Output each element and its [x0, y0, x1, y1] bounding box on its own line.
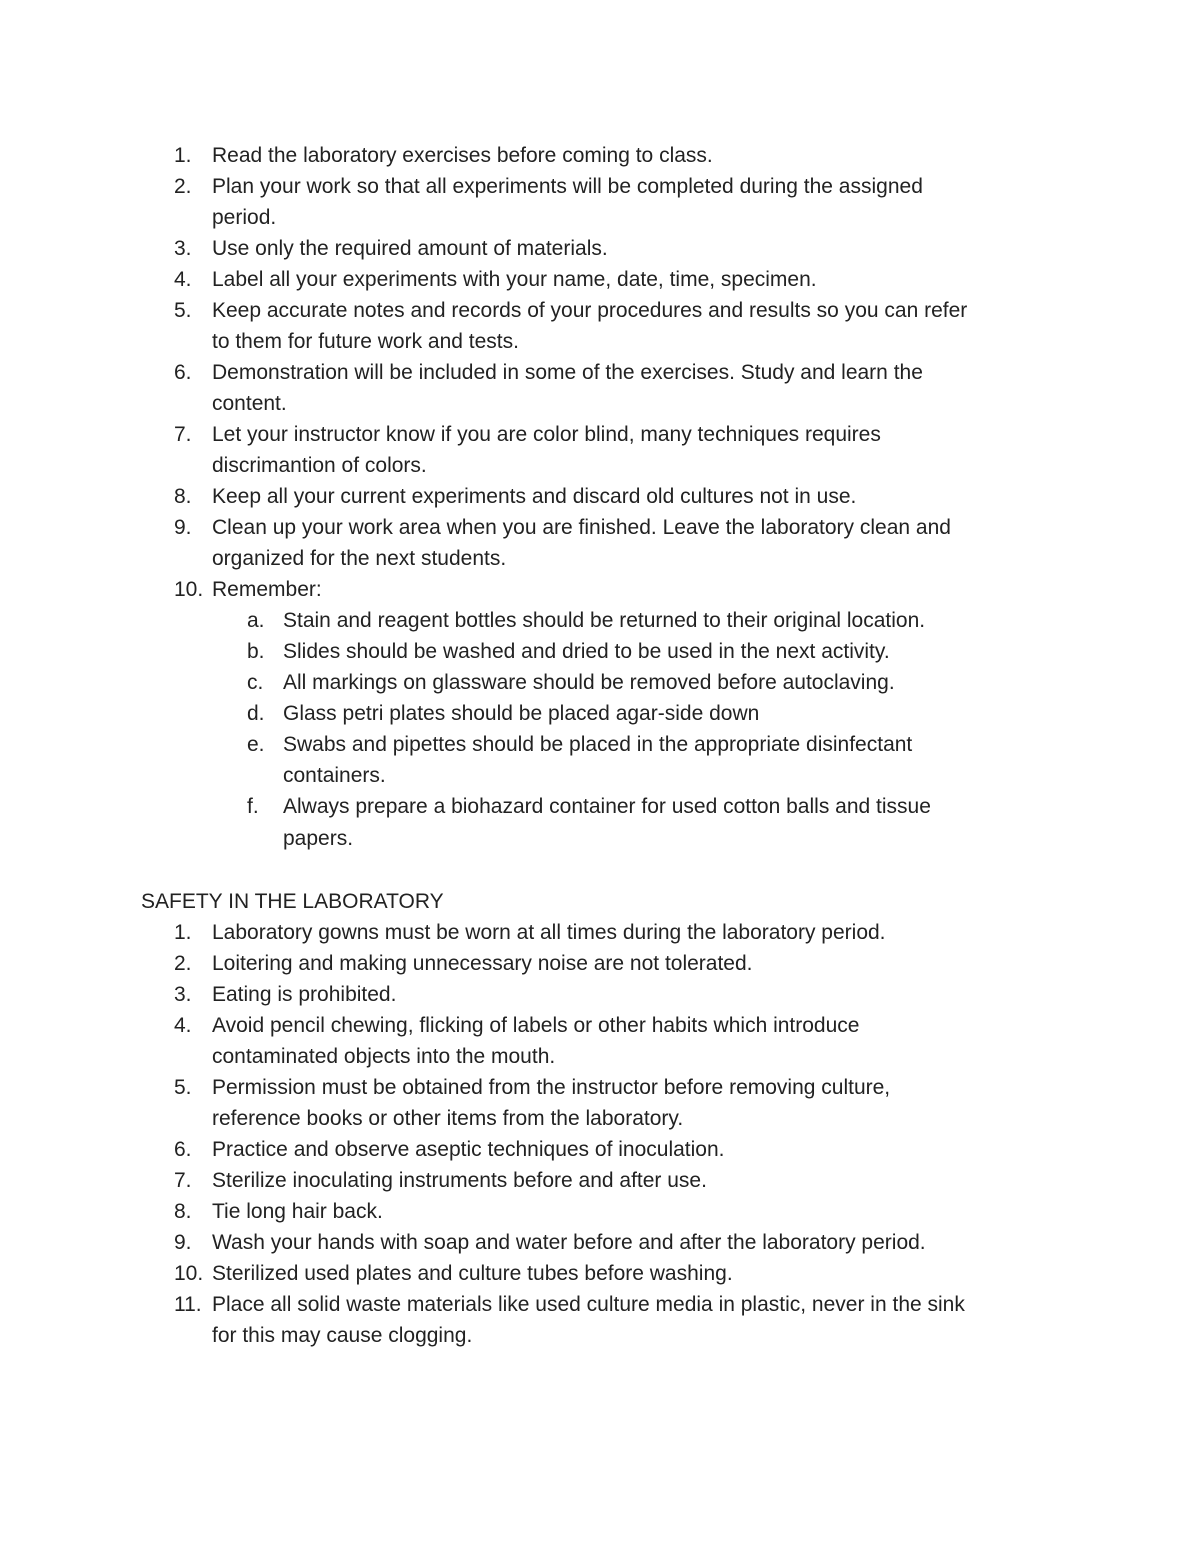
item-text: contaminated objects into the mouth. — [212, 1045, 556, 1068]
item-number: 2. — [174, 952, 192, 975]
list-item — [0, 1289, 1200, 1320]
item-text: to them for future work and tests. — [212, 330, 519, 353]
list-item — [0, 979, 1200, 1010]
sublist-text: Glass petri plates should be placed agar-side down — [283, 702, 760, 725]
list-item — [0, 574, 1200, 605]
remember-sublist — [0, 605, 1200, 855]
sublist-letter: b. — [247, 640, 265, 663]
item-text: Read the laboratory exercises before coming to class. — [212, 144, 713, 167]
list-item — [0, 1165, 1200, 1196]
list-item — [0, 1258, 1200, 1289]
item-text: Practice and observe aseptic techniques of inoculation. — [212, 1138, 725, 1161]
item-text: Wash your hands with soap and water before and after the laboratory period. — [212, 1231, 926, 1254]
item-number: 1. — [174, 921, 192, 944]
sublist-text: Slides should be washed and dried to be used in the next activity. — [283, 640, 890, 663]
list-item — [0, 419, 1200, 450]
list-item-continuation — [0, 1041, 1200, 1072]
item-text: Tie long hair back. — [212, 1200, 383, 1223]
item-number: 6. — [174, 361, 192, 384]
sublist-text: All markings on glassware should be removed before autoclaving. — [283, 671, 895, 694]
item-text: Laboratory gowns must be worn at all times during the laboratory period. — [212, 921, 886, 944]
item-number: 4. — [174, 268, 192, 291]
item-number: 10. — [174, 1262, 204, 1285]
sublist-text: Stain and reagent bottles should be returned to their original location. — [283, 609, 926, 632]
sublist-letter: d. — [247, 702, 265, 725]
list-item-continuation — [0, 450, 1200, 481]
item-text: Demonstration will be included in some of the exercises. Study and learn the — [212, 361, 923, 384]
item-number: 8. — [174, 1200, 192, 1223]
item-number: 6. — [174, 1138, 192, 1161]
item-text: Sterilized used plates and culture tubes before washing. — [212, 1262, 733, 1285]
item-number: 3. — [174, 237, 192, 260]
list-item — [0, 264, 1200, 295]
list-item-continuation — [0, 202, 1200, 233]
item-text: Plan your work so that all experiments will be completed during the assigned — [212, 175, 923, 198]
list-item — [0, 512, 1200, 543]
item-text: Keep accurate notes and records of your procedures and results so you can refer — [212, 299, 968, 322]
sublist-text: containers. — [283, 764, 386, 787]
item-number: 8. — [174, 485, 192, 508]
list-item — [0, 295, 1200, 326]
list-item-continuation — [0, 326, 1200, 357]
procedures-list — [0, 140, 1200, 605]
item-text: reference books or other items from the laboratory. — [212, 1107, 684, 1130]
item-text: organized for the next students. — [212, 547, 507, 570]
item-number: 1. — [174, 144, 192, 167]
item-text: period. — [212, 206, 277, 229]
list-item — [0, 917, 1200, 948]
section-heading-row — [0, 886, 1200, 917]
item-text: Sterilize inoculating instruments before and after use. — [212, 1169, 707, 1192]
item-number: 10. — [174, 578, 204, 601]
item-text: Label all your experiments with your name, date, time, specimen. — [212, 268, 817, 291]
item-number: 7. — [174, 1169, 192, 1192]
sublist-item-continuation — [0, 822, 1200, 855]
item-text: Use only the required amount of materials. — [212, 237, 608, 260]
list-item — [0, 233, 1200, 264]
sublist-text: Always prepare a biohazard container for used cotton balls and tissue — [283, 795, 931, 818]
document-page — [0, 140, 1200, 1351]
item-number: 9. — [174, 516, 192, 539]
sublist-item — [0, 698, 1200, 729]
item-text: Place all solid waste materials like used culture media in plastic, never in the sink — [212, 1293, 965, 1316]
item-text: Let your instructor know if you are color blind, many techniques requires — [212, 423, 881, 446]
item-number: 2. — [174, 175, 192, 198]
item-text: Eating is prohibited. — [212, 983, 397, 1006]
sublist-item — [0, 729, 1200, 760]
item-number: 5. — [174, 1076, 192, 1099]
item-text: Keep all your current experiments and discard old cultures not in use. — [212, 485, 857, 508]
sublist-letter: e. — [247, 733, 265, 756]
item-text: content. — [212, 392, 287, 415]
sublist-item — [0, 791, 1200, 822]
item-number: 5. — [174, 299, 192, 322]
item-text: Permission must be obtained from the instructor before removing culture, — [212, 1076, 891, 1099]
list-item-continuation — [0, 1320, 1200, 1351]
list-item — [0, 948, 1200, 979]
list-item — [0, 171, 1200, 202]
list-item — [0, 1072, 1200, 1103]
list-item-continuation — [0, 1103, 1200, 1134]
list-item — [0, 140, 1200, 171]
sublist-text: Swabs and pipettes should be placed in the appropriate disinfectant — [283, 733, 913, 756]
item-text: discrimantion of colors. — [212, 454, 427, 477]
section-heading: SAFETY IN THE LABORATORY — [141, 890, 444, 913]
sublist-item-continuation — [0, 760, 1200, 791]
item-number: 3. — [174, 983, 192, 1006]
item-number: 7. — [174, 423, 192, 446]
sublist-item — [0, 636, 1200, 667]
list-item — [0, 481, 1200, 512]
safety-section — [0, 886, 1200, 1351]
sublist-letter: c. — [247, 671, 264, 694]
sublist-item — [0, 667, 1200, 698]
sublist-item — [0, 605, 1200, 636]
list-item-continuation — [0, 543, 1200, 574]
item-number: 4. — [174, 1014, 192, 1037]
item-text: for this may cause clogging. — [212, 1324, 473, 1347]
item-text: Clean up your work area when you are finished. Leave the laboratory clean and — [212, 516, 951, 539]
list-item — [0, 1196, 1200, 1227]
item-text: Remember: — [212, 578, 322, 601]
list-item-continuation — [0, 388, 1200, 419]
list-item — [0, 1010, 1200, 1041]
item-number: 9. — [174, 1231, 192, 1254]
item-text: Loitering and making unnecessary noise are not tolerated. — [212, 952, 753, 975]
sublist-text: papers. — [283, 827, 354, 850]
list-item — [0, 1134, 1200, 1165]
list-item — [0, 357, 1200, 388]
section-spacer — [0, 855, 1200, 886]
list-item — [0, 1227, 1200, 1258]
item-text: Avoid pencil chewing, flicking of labels or other habits which introduce — [212, 1014, 860, 1037]
sublist-letter: f. — [247, 795, 259, 818]
item-number: 11. — [174, 1293, 202, 1316]
sublist-letter: a. — [247, 609, 265, 632]
